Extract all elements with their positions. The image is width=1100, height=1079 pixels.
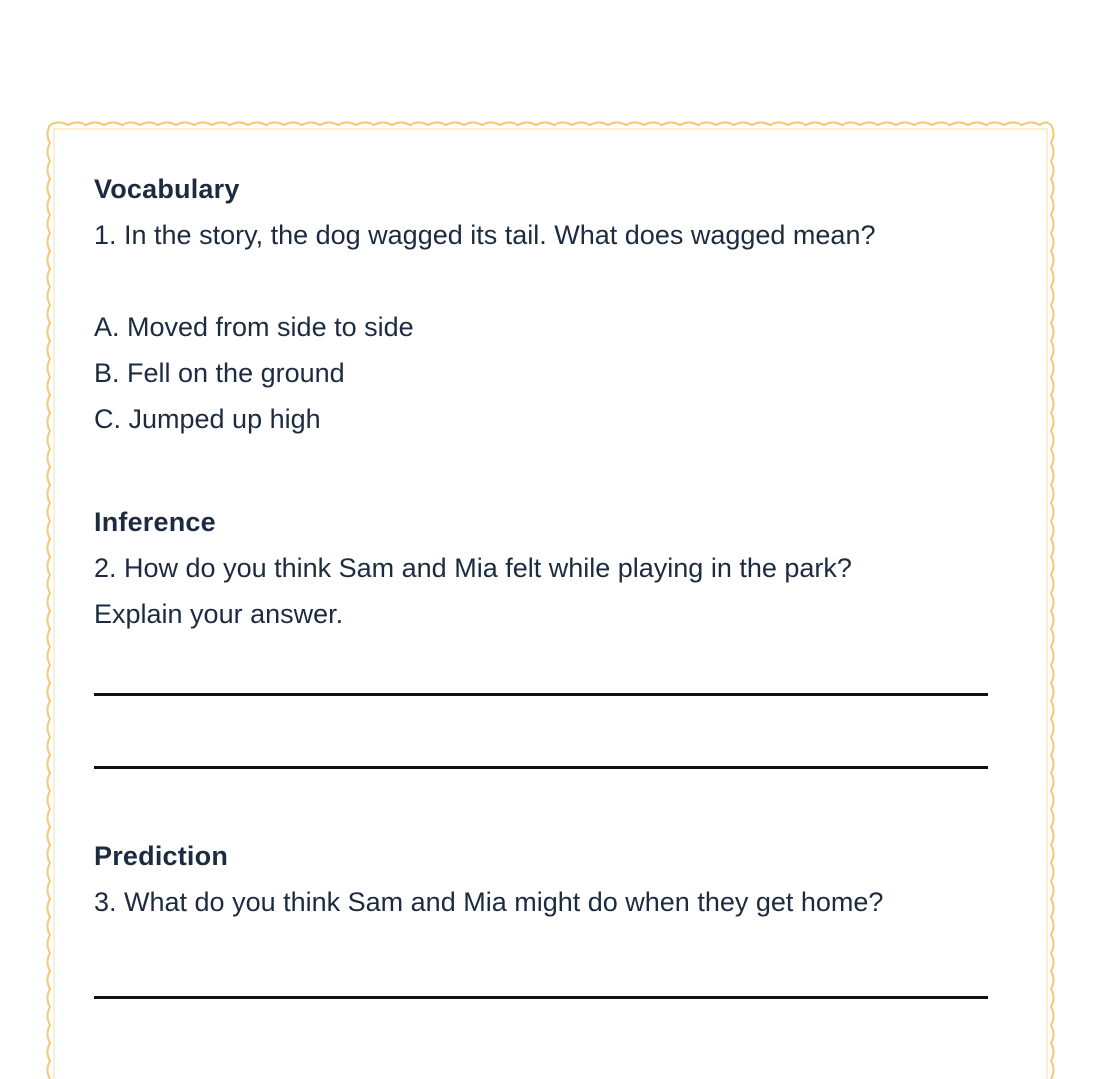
- inference-heading: Inference: [94, 507, 216, 538]
- question-2-line-1: 2. How do you think Sam and Mia felt while playing in the park?: [94, 553, 852, 584]
- border-left-scallops: [48, 125, 51, 1079]
- question-2-line-2: Explain your answer.: [94, 599, 343, 630]
- prediction-heading: Prediction: [94, 841, 228, 872]
- answer-line-1[interactable]: [94, 693, 988, 696]
- option-a: A. Moved from side to side: [94, 312, 414, 343]
- option-b: B. Fell on the ground: [94, 358, 345, 389]
- question-1: 1. In the story, the dog wagged its tail. What does wagged mean?: [94, 220, 875, 251]
- vocabulary-heading: Vocabulary: [94, 174, 240, 205]
- answer-line-3[interactable]: [94, 996, 988, 999]
- answer-line-2[interactable]: [94, 766, 988, 769]
- question-3: 3. What do you think Sam and Mia might do when they get home?: [94, 887, 883, 918]
- option-c: C. Jumped up high: [94, 404, 321, 435]
